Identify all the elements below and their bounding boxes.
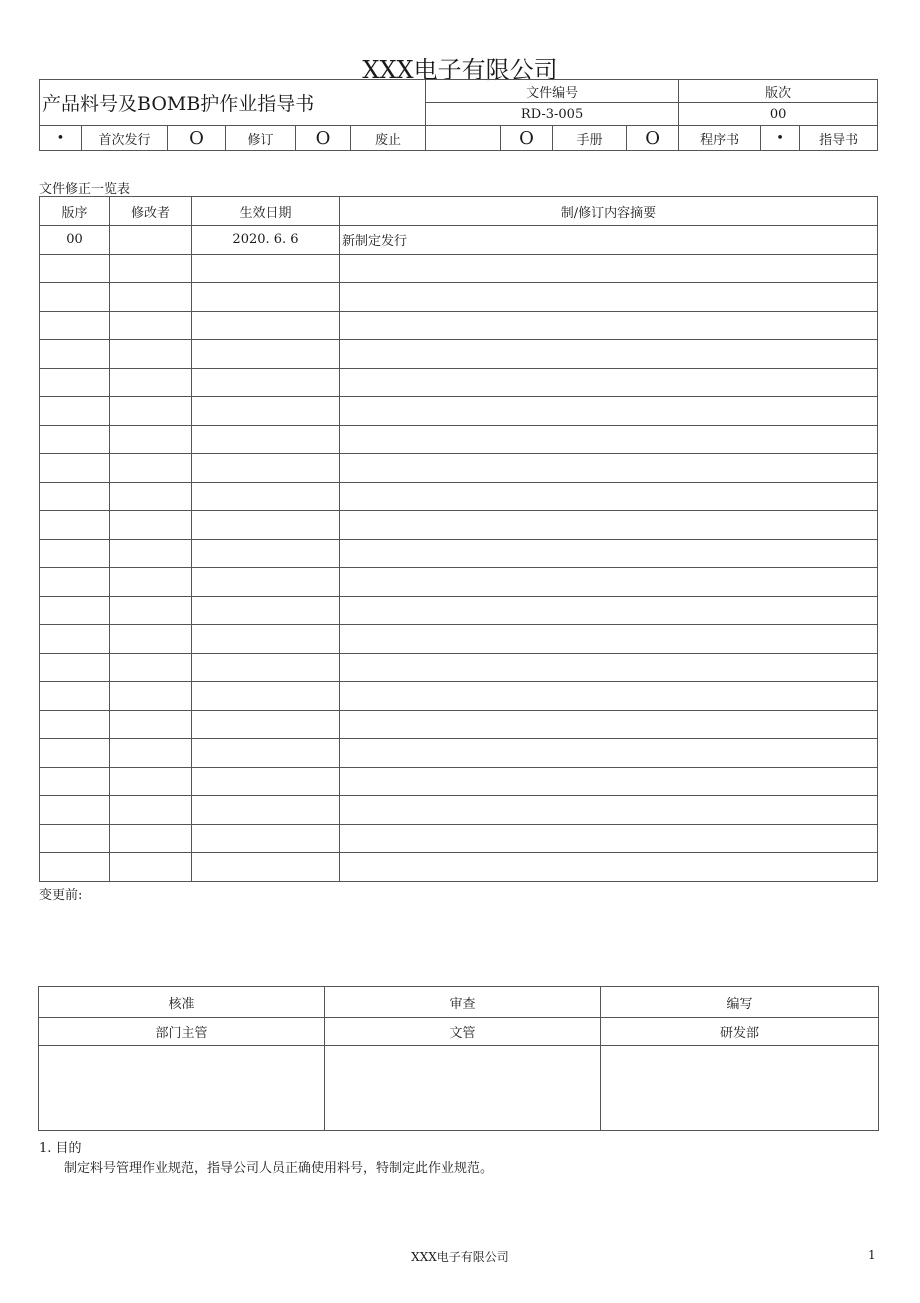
procedure-label: 程序书 bbox=[679, 126, 761, 151]
empty-cell bbox=[192, 340, 340, 369]
empty-cell bbox=[110, 311, 192, 340]
empty-cell bbox=[340, 368, 878, 397]
empty-cell bbox=[110, 625, 192, 654]
guide-marker: • bbox=[761, 126, 800, 151]
empty-cell bbox=[40, 739, 110, 768]
version-label: 版次 bbox=[679, 80, 878, 103]
empty-cell bbox=[192, 511, 340, 540]
empty-cell bbox=[40, 653, 110, 682]
empty-cell bbox=[340, 796, 878, 825]
empty-table-row bbox=[40, 454, 878, 483]
empty-cell bbox=[40, 254, 110, 283]
empty-table-row bbox=[40, 482, 878, 511]
company-title: XXX电子有限公司 bbox=[362, 56, 558, 84]
empty-cell bbox=[110, 539, 192, 568]
empty-cell bbox=[110, 767, 192, 796]
empty-cell bbox=[340, 254, 878, 283]
empty-cell bbox=[340, 425, 878, 454]
empty-cell bbox=[340, 539, 878, 568]
page-number: 1 bbox=[868, 1248, 876, 1262]
empty-cell bbox=[192, 739, 340, 768]
empty-cell bbox=[340, 739, 878, 768]
empty-cell bbox=[192, 796, 340, 825]
revision-log-caption: 文件修正一览表 bbox=[39, 182, 131, 197]
empty-cell bbox=[192, 596, 340, 625]
empty-cell bbox=[110, 283, 192, 312]
row-summary: 新制定发行 bbox=[340, 226, 878, 255]
abolish-label: 废止 bbox=[351, 126, 426, 151]
empty-cell bbox=[192, 425, 340, 454]
empty-cell bbox=[340, 653, 878, 682]
empty-cell bbox=[110, 482, 192, 511]
empty-cell bbox=[192, 625, 340, 654]
empty-table-row bbox=[40, 397, 878, 426]
empty-cell bbox=[192, 368, 340, 397]
first-issue-marker: • bbox=[40, 126, 82, 151]
empty-table-row bbox=[40, 511, 878, 540]
empty-cell bbox=[192, 539, 340, 568]
col-header-editor: 修改者 bbox=[110, 197, 192, 226]
empty-cell bbox=[110, 853, 192, 882]
empty-cell bbox=[110, 796, 192, 825]
empty-cell bbox=[40, 796, 110, 825]
empty-cell bbox=[40, 824, 110, 853]
version-value: 00 bbox=[679, 103, 878, 126]
manual-checkbox: O bbox=[501, 126, 553, 151]
revise-checkbox: O bbox=[168, 126, 226, 151]
empty-cell bbox=[192, 454, 340, 483]
empty-cell bbox=[192, 397, 340, 426]
empty-cell bbox=[340, 568, 878, 597]
empty-cell bbox=[192, 568, 340, 597]
empty-cell bbox=[40, 853, 110, 882]
empty-cell bbox=[340, 397, 878, 426]
guide-label: 指导书 bbox=[800, 126, 878, 151]
empty-cell bbox=[40, 454, 110, 483]
review-role: 文管 bbox=[325, 1018, 601, 1046]
empty-cell bbox=[110, 653, 192, 682]
doc-number-value: RD-3-005 bbox=[426, 103, 679, 126]
approval-table bbox=[38, 986, 879, 1131]
empty-table-row bbox=[40, 682, 878, 711]
empty-cell bbox=[340, 767, 878, 796]
empty-cell bbox=[40, 283, 110, 312]
prepare-header: 编写 bbox=[601, 987, 879, 1018]
purpose-text: 制定料号管理作业规范，指导公司人员正确使用料号，特制定此作业规范。 bbox=[64, 1161, 494, 1176]
manual-label: 手册 bbox=[553, 126, 627, 151]
empty-cell bbox=[192, 283, 340, 312]
empty-cell bbox=[192, 710, 340, 739]
empty-table-row bbox=[40, 710, 878, 739]
document-title: 产品料号及BOMB护作业指导书 bbox=[40, 80, 426, 126]
empty-cell bbox=[340, 710, 878, 739]
row-version: 00 bbox=[40, 226, 110, 255]
empty-cell bbox=[40, 311, 110, 340]
document-header-table bbox=[39, 79, 878, 151]
empty-table-row bbox=[40, 853, 878, 882]
empty-cell bbox=[110, 511, 192, 540]
abolish-checkbox: O bbox=[296, 126, 351, 151]
empty-cell bbox=[340, 824, 878, 853]
empty-cell bbox=[40, 340, 110, 369]
empty-cell bbox=[110, 425, 192, 454]
empty-cell bbox=[40, 425, 110, 454]
approve-signature bbox=[39, 1046, 325, 1131]
empty-cell bbox=[340, 482, 878, 511]
empty-cell bbox=[110, 710, 192, 739]
empty-table-row bbox=[40, 767, 878, 796]
empty-cell bbox=[40, 767, 110, 796]
table-row bbox=[40, 226, 878, 255]
empty-cell bbox=[40, 482, 110, 511]
empty-cell bbox=[110, 568, 192, 597]
review-signature bbox=[325, 1046, 601, 1131]
col-header-summary: 制/修订内容摘要 bbox=[340, 197, 878, 226]
empty-table-row bbox=[40, 539, 878, 568]
empty-cell bbox=[192, 767, 340, 796]
review-header: 审查 bbox=[325, 987, 601, 1018]
blank-status-cell bbox=[426, 126, 501, 151]
empty-cell bbox=[340, 340, 878, 369]
empty-cell bbox=[192, 824, 340, 853]
empty-cell bbox=[40, 682, 110, 711]
empty-cell bbox=[110, 596, 192, 625]
empty-cell bbox=[192, 653, 340, 682]
empty-cell bbox=[340, 625, 878, 654]
empty-cell bbox=[340, 511, 878, 540]
empty-cell bbox=[40, 625, 110, 654]
empty-cell bbox=[340, 283, 878, 312]
empty-cell bbox=[110, 454, 192, 483]
revision-log-header-row bbox=[40, 197, 878, 226]
empty-cell bbox=[192, 482, 340, 511]
empty-cell bbox=[192, 311, 340, 340]
purpose-heading: 1. 目的 bbox=[39, 1141, 82, 1156]
empty-cell bbox=[40, 539, 110, 568]
empty-table-row bbox=[40, 368, 878, 397]
prepare-signature bbox=[601, 1046, 879, 1131]
empty-table-row bbox=[40, 425, 878, 454]
procedure-checkbox: O bbox=[627, 126, 679, 151]
empty-cell bbox=[340, 596, 878, 625]
footer-company: XXX电子有限公司 bbox=[411, 1250, 509, 1264]
row-date: 2020. 6. 6 bbox=[192, 226, 340, 255]
empty-cell bbox=[192, 254, 340, 283]
before-change-label: 变更前: bbox=[39, 888, 83, 903]
revise-label: 修订 bbox=[226, 126, 296, 151]
empty-table-row bbox=[40, 625, 878, 654]
empty-cell bbox=[40, 596, 110, 625]
empty-cell bbox=[40, 511, 110, 540]
empty-table-row bbox=[40, 311, 878, 340]
empty-table-row bbox=[40, 824, 878, 853]
approve-role: 部门主管 bbox=[39, 1018, 325, 1046]
empty-cell bbox=[40, 397, 110, 426]
empty-cell bbox=[340, 311, 878, 340]
empty-table-row bbox=[40, 340, 878, 369]
revision-log-table bbox=[39, 196, 878, 882]
empty-cell bbox=[110, 368, 192, 397]
empty-cell bbox=[192, 682, 340, 711]
col-header-date: 生效日期 bbox=[192, 197, 340, 226]
doc-number-label: 文件编号 bbox=[426, 80, 679, 103]
empty-cell bbox=[110, 739, 192, 768]
empty-table-row bbox=[40, 568, 878, 597]
empty-cell bbox=[40, 568, 110, 597]
empty-table-row bbox=[40, 653, 878, 682]
empty-table-row bbox=[40, 283, 878, 312]
empty-cell bbox=[340, 682, 878, 711]
empty-table-row bbox=[40, 796, 878, 825]
empty-cell bbox=[40, 368, 110, 397]
first-issue-label: 首次发行 bbox=[82, 126, 168, 151]
empty-cell bbox=[110, 254, 192, 283]
empty-table-row bbox=[40, 254, 878, 283]
col-header-version: 版序 bbox=[40, 197, 110, 226]
prepare-role: 研发部 bbox=[601, 1018, 879, 1046]
empty-cell bbox=[40, 710, 110, 739]
empty-cell bbox=[192, 853, 340, 882]
empty-cell bbox=[340, 853, 878, 882]
empty-table-row bbox=[40, 596, 878, 625]
empty-cell bbox=[110, 824, 192, 853]
row-editor bbox=[110, 226, 192, 255]
approve-header: 核准 bbox=[39, 987, 325, 1018]
empty-cell bbox=[110, 397, 192, 426]
empty-cell bbox=[110, 682, 192, 711]
empty-table-row bbox=[40, 739, 878, 768]
empty-cell bbox=[340, 454, 878, 483]
empty-cell bbox=[110, 340, 192, 369]
